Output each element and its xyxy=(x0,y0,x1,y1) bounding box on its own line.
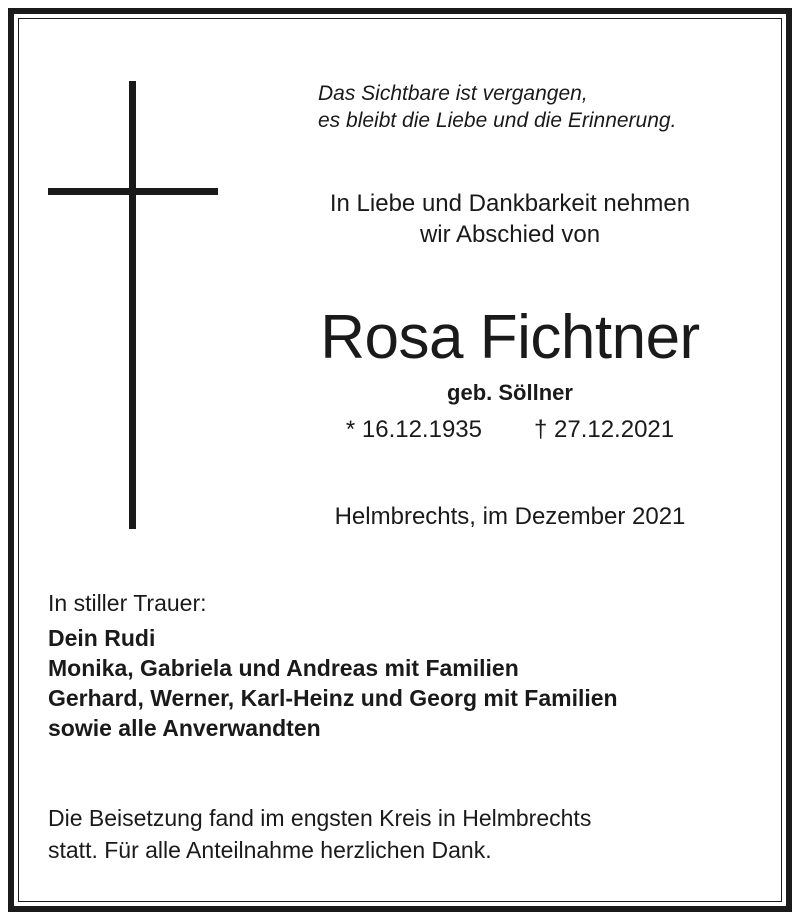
farewell-intro xyxy=(250,188,770,250)
mourner-line: Monika, Gabriela und Andreas mit Familien xyxy=(48,655,519,681)
motto-quote xyxy=(318,80,676,134)
motto-line-2: es bleibt die Liebe und die Erinnerung. xyxy=(318,109,677,132)
life-dates xyxy=(250,413,770,447)
mourning-label: In stiller Trauer: xyxy=(48,590,207,616)
death-date: † 27.12.2021 xyxy=(533,416,675,443)
intro-line-1: In Liebe und Dankbarkeit nehmen xyxy=(329,190,691,217)
mourner-line: Gerhard, Werner, Karl-Heinz und Georg mit Familien xyxy=(48,685,618,711)
motto-line-1: Das Sichtbare ist vergangen, xyxy=(318,82,588,105)
mourner-line: sowie alle Anverwandten xyxy=(48,715,321,741)
place-and-date: Helmbrechts, im Dezember 2021 xyxy=(334,503,686,530)
cross-horizontal-beam xyxy=(48,188,218,195)
birth-date: * 16.12.1935 xyxy=(345,416,482,443)
note-line-2: statt. Für alle Anteilnahme herzlichen Dank. xyxy=(48,837,492,863)
mourners-list xyxy=(48,623,618,743)
mourner-line: Dein Rudi xyxy=(48,625,156,651)
funeral-note xyxy=(48,802,591,866)
obituary-frame xyxy=(8,8,792,912)
maiden-name: geb. Söllner xyxy=(447,380,573,405)
deceased-name: Rosa Fichtner xyxy=(320,303,700,372)
intro-line-2: wir Abschied von xyxy=(419,221,601,248)
cross-vertical-beam xyxy=(129,81,136,529)
note-line-1: Die Beisetzung fand im engsten Kreis in Helmbrechts xyxy=(48,805,592,831)
